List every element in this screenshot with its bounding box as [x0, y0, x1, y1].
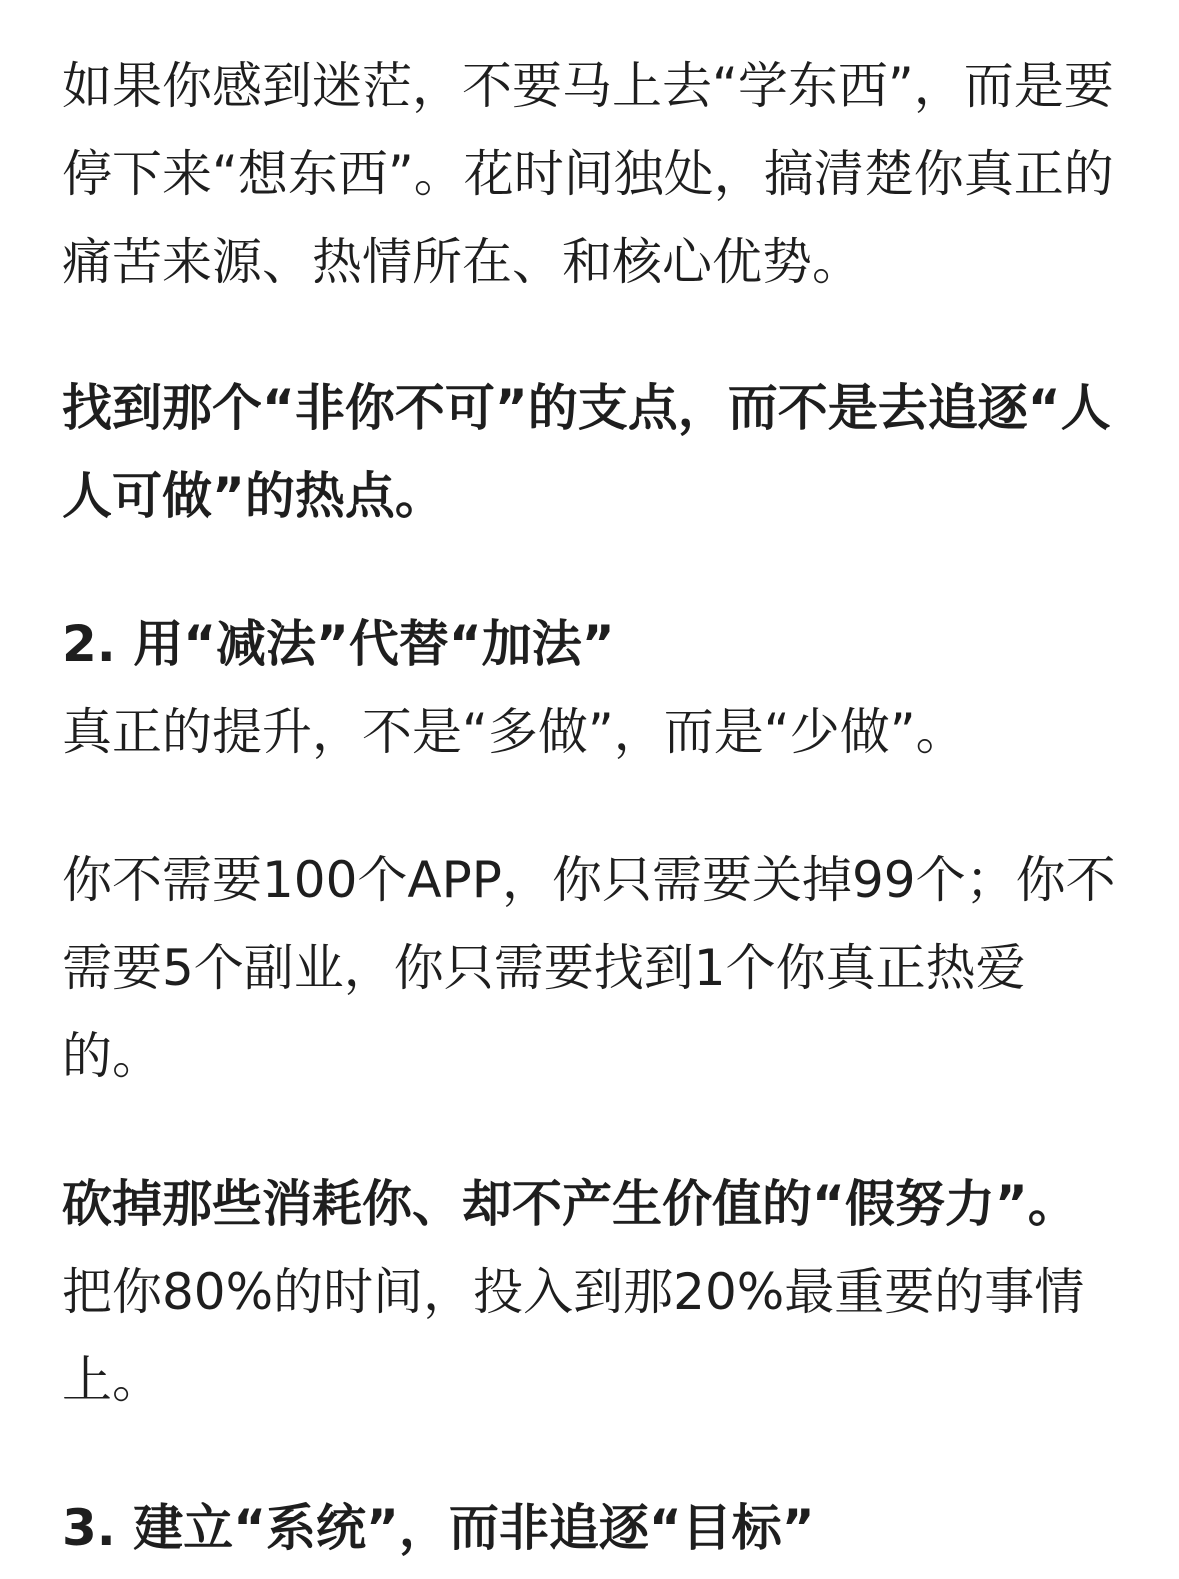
article-body: [62, 42, 1122, 1572]
section-heading-system: 3. 建立“系统”，而非追逐“目标”: [62, 1499, 815, 1557]
paragraph-fake-effort: [62, 1160, 1122, 1424]
paragraph-apps-sidejobs: 你不需要100个APP，你只需要关掉99个；你不需要5个副业，你只需要找到1个你真正热爱的。: [62, 851, 1116, 1085]
paragraph-fake-effort-bold: 砍掉那些消耗你、却不产生价值的“假努力”。: [62, 1175, 1078, 1233]
paragraph-pivot-bold: 找到那个“非你不可”的支点，而不是去追逐“人人可做”的热点。: [62, 379, 1111, 525]
paragraph-eighty-twenty: 把你80%的时间，投入到那20%最重要的事情上。: [62, 1263, 1085, 1409]
paragraph-real-improvement: 真正的提升，不是“多做”，而是“少做”。: [62, 703, 966, 761]
paragraph-confusion: 如果你感到迷茫，不要马上去“学东西”，而是要停下来“想东西”。花时间独处，搞清楚你真正的痛苦来源、热情所在、和核心优势。: [62, 57, 1114, 291]
section-heading-subtraction: 2. 用“减法”代替“加法”: [62, 615, 615, 673]
